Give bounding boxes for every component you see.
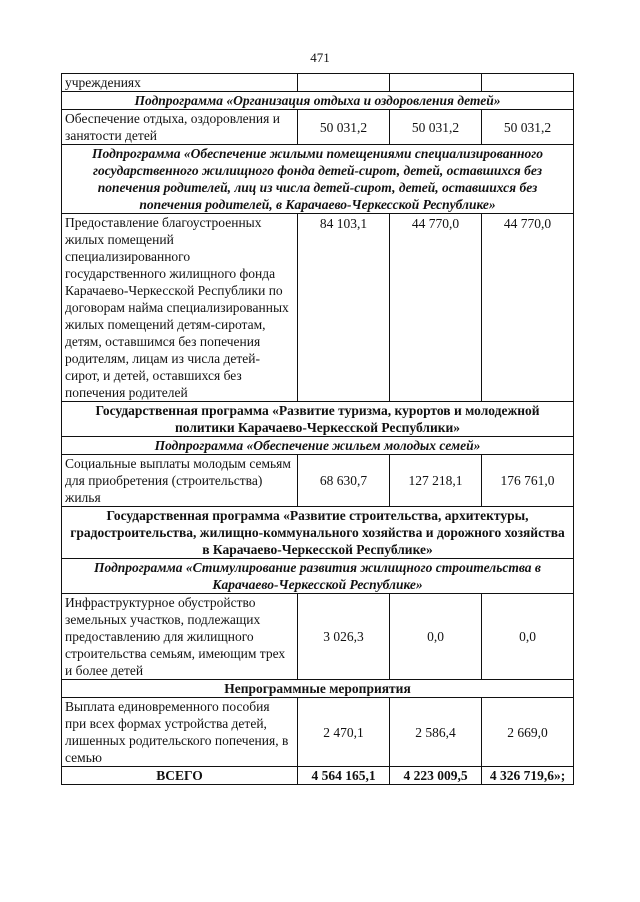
value-cell: 50 031,2 — [298, 110, 390, 145]
program-title: Государственная программа «Развитие строительства, архитектуры, градостроительства, жилищно-коммунального хозяйства и дорожного хозяйства в Карачаево-Черкесской Республике» — [62, 507, 574, 559]
table-row — [62, 455, 574, 507]
value-cell: 176 761,0 — [482, 455, 574, 507]
value-cell: 0,0 — [390, 594, 482, 680]
subprogram-row — [62, 145, 574, 214]
value-cell — [482, 74, 574, 92]
value-cell: 44 770,0 — [482, 214, 574, 402]
row-name: Предоставление благоустроенных жилых помещений специализированного государственного жилищного фонда Карачаево-Черкесской Республики по договорам найма специализированных жилых помещений детям-сиротам, детям, оставшимся без попечения родителям, лицам из числа детей-сирот, и детей, оставшихся без попечения родителей — [62, 214, 298, 402]
value-cell: 2 470,1 — [298, 698, 390, 767]
value-cell: 2 669,0 — [482, 698, 574, 767]
row-name: Социальные выплаты молодым семьям для приобретения (строительства) жилья — [62, 455, 298, 507]
subprogram-title: Подпрограмма «Организация отдыха и оздоровления детей» — [62, 92, 574, 110]
subprogram-title: Подпрограмма «Стимулирование развития жилищного строительства в Карачаево-Черкесской Республике» — [62, 559, 574, 594]
value-cell: 44 770,0 — [390, 214, 482, 402]
value-cell — [298, 74, 390, 92]
value-cell: 50 031,2 — [482, 110, 574, 145]
table-row — [62, 594, 574, 680]
page-number: 471 — [310, 50, 330, 65]
value-cell — [390, 74, 482, 92]
program-title: Государственная программа «Развитие туризма, курортов и молодежной политики Карачаево-Черкесской Республики» — [62, 402, 574, 437]
subprogram-title: Подпрограмма «Обеспечение жилыми помещениями специализированного государственного жилищного фонда детей-сирот, детей, оставшихся без попечения родителей, лиц из числа детей-сирот, детей, оставшихся без попечения родителей, в Карачаево-Черкесской Республике» — [62, 145, 574, 214]
value-cell: 3 026,3 — [298, 594, 390, 680]
program-row — [62, 507, 574, 559]
total-value: 4 326 719,6»; — [482, 767, 574, 785]
program-row — [62, 402, 574, 437]
subprogram-title: Подпрограмма «Обеспечение жильем молодых семей» — [62, 437, 574, 455]
subprogram-row — [62, 92, 574, 110]
total-label: ВСЕГО — [62, 767, 298, 785]
value-cell: 2 586,4 — [390, 698, 482, 767]
row-name: Обеспечение отдыха, оздоровления и занятости детей — [62, 110, 298, 145]
value-cell: 127 218,1 — [390, 455, 482, 507]
row-name: учреждениях — [62, 74, 298, 92]
value-cell: 68 630,7 — [298, 455, 390, 507]
total-value: 4 223 009,5 — [390, 767, 482, 785]
total-row — [62, 767, 574, 785]
program-title: Непрограммные мероприятия — [62, 680, 574, 698]
subprogram-row — [62, 437, 574, 455]
table-row — [62, 110, 574, 145]
table-row — [62, 698, 574, 767]
program-row — [62, 680, 574, 698]
row-name: Выплата единовременного пособия при всех формах устройства детей, лишенных родительского попечения, в семью — [62, 698, 298, 767]
table-row — [62, 214, 574, 402]
row-name: Инфраструктурное обустройство земельных участков, подлежащих предоставлению для жилищного строительства семьям, имеющим трех и более детей — [62, 594, 298, 680]
total-value: 4 564 165,1 — [298, 767, 390, 785]
value-cell: 84 103,1 — [298, 214, 390, 402]
table-row — [62, 74, 574, 92]
value-cell: 50 031,2 — [390, 110, 482, 145]
subprogram-row — [62, 559, 574, 594]
value-cell: 0,0 — [482, 594, 574, 680]
budget-table — [61, 73, 574, 785]
